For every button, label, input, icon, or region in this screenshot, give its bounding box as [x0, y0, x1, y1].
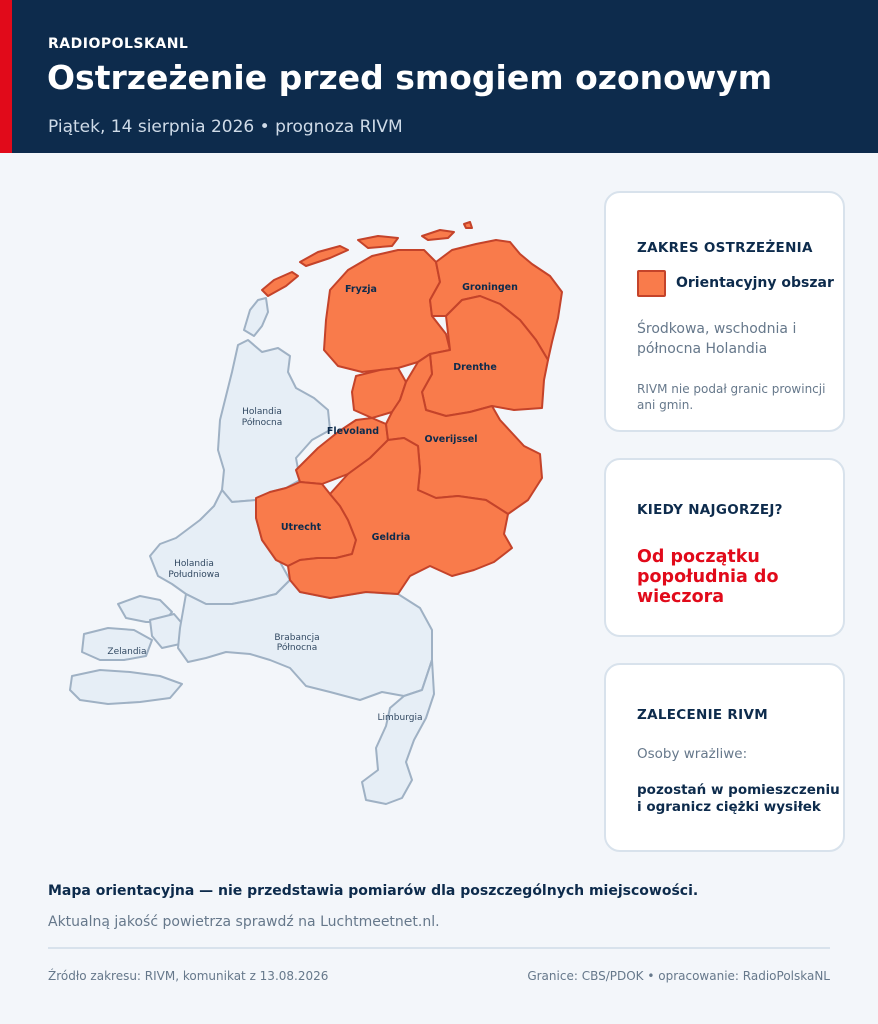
label-holandia-polnocna-1: Holandia [242, 407, 282, 417]
island-texel [244, 298, 268, 336]
range-note: RIVM nie podał granic prowincji ani gmin. [637, 382, 826, 412]
check-air-quality: Aktualną jakość powietrza sprawdź na Luchtmeetnet.nl. [48, 914, 440, 930]
credits-note: Granice: CBS/PDOK • opracowanie: RadioPolskaNL [527, 969, 830, 983]
source-note: Źródło zakresu: RIVM, komunikat z 13.08.2026 [48, 969, 329, 983]
brand-name: RADIOPOLSKANL [48, 36, 189, 52]
label-limburgia: Limburgia [377, 713, 423, 723]
legend-label: Orientacyjny obszar [676, 275, 834, 291]
card-range-title: ZAKRES OSTRZEŻENIA [637, 240, 813, 256]
map-svg [0, 153, 600, 873]
island-terschelling [300, 246, 348, 266]
card-worst-time [604, 458, 845, 637]
card-recommendation-title: ZALECENIE RIVM [637, 707, 768, 723]
area-description: Środkowa, wschodnia i północna Holandia [637, 321, 797, 357]
label-brabancja-2: Północna [276, 643, 318, 653]
map-disclaimer: Mapa orientacyjna — nie przedstawia pomiarów dla poszczególnych miejscowości. [48, 883, 699, 899]
page-subtitle: Piątek, 14 sierpnia 2026 • prognoza RIVM [48, 117, 403, 137]
label-fryzja: Fryzja [345, 284, 377, 295]
card-recommendation [604, 663, 845, 852]
netherlands-map [0, 153, 600, 873]
island-ameland [358, 236, 398, 248]
label-overijssel: Overijssel [424, 434, 478, 445]
legend-swatch [637, 270, 666, 297]
worst-time-text: Od początku popołudnia do wieczora [637, 547, 779, 607]
island-vlieland [262, 272, 298, 296]
card-worst-title: KIEDY NAJGORZEJ? [637, 502, 783, 518]
island-rottumeroog [464, 222, 472, 228]
label-holandia-poludniowa-2: Południowa [168, 570, 220, 580]
header-banner [0, 0, 878, 153]
label-flevoland: Flevoland [326, 426, 380, 437]
label-groningen: Groningen [462, 282, 518, 293]
label-zelandia: Zelandia [107, 647, 147, 657]
footer-divider [48, 947, 830, 949]
page-title: Ostrzeżenie przed smogiem ozonowym [47, 58, 773, 97]
recommendation-text: pozostań w pomieszczeniu i ogranicz ciężki wysiłek [637, 782, 840, 815]
label-holandia-polnocna-2: Północna [241, 418, 283, 428]
label-utrecht: Utrecht [280, 522, 322, 533]
card-warning-range [604, 191, 845, 432]
label-holandia-poludniowa-1: Holandia [174, 559, 214, 569]
label-geldria: Geldria [371, 532, 411, 543]
header-accent-bar [0, 0, 12, 153]
island-schiermonnikoog [422, 230, 454, 240]
province-zeeland-south [70, 670, 182, 704]
label-brabancja-1: Brabancja [274, 633, 320, 643]
recommendation-audience: Osoby wrażliwe: [637, 746, 748, 762]
label-drenthe: Drenthe [453, 362, 497, 373]
